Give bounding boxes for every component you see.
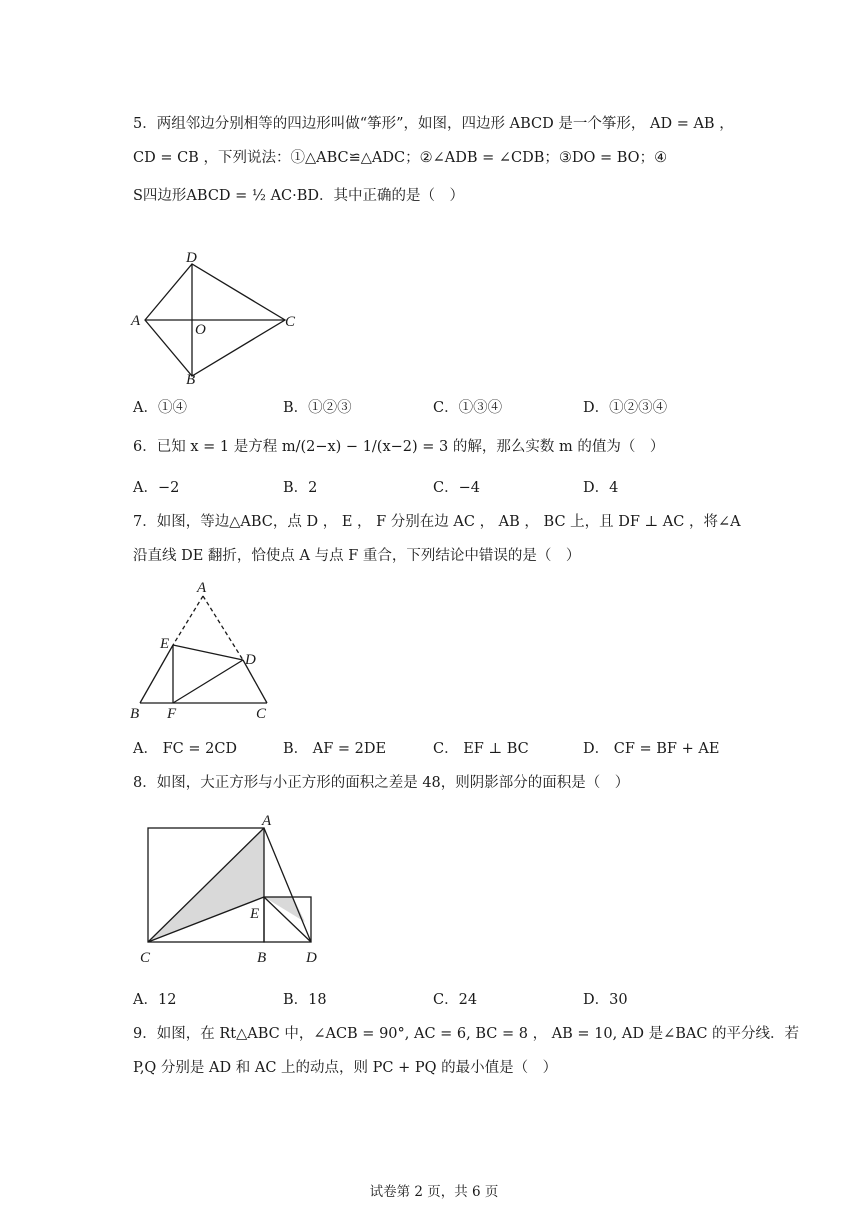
q8-squares-figure xyxy=(130,810,330,970)
q8-label-e: E xyxy=(250,906,260,922)
q8-label-b: B xyxy=(257,950,267,966)
q7-label-d: D xyxy=(245,652,256,668)
q7-text-line2: 沿直线 DE 翻折，恰使点 A 与点 F 重合，下列结论中错误的是（ ） xyxy=(133,548,581,564)
q6-option-d[interactable]: D．4 xyxy=(583,480,619,496)
q7-text-line1: 7．如图，等边△ABC，点 D ， E ， F 分别在边 AC ， AB ， BC 上，且 DF ⊥ AC ，将∠A xyxy=(133,514,741,530)
q7-triangle-figure xyxy=(125,578,285,723)
q5-kite-figure xyxy=(125,250,305,390)
q7-label-f: F xyxy=(167,706,177,722)
q5-text-line1: 5．两组邻边分别相等的四边形叫做“筝形”，如图，四边形 ABCD 是一个筝形， AD = AB ， xyxy=(133,116,734,132)
q5-option-a[interactable]: A．①④ xyxy=(133,400,187,416)
q7-label-b: B xyxy=(130,706,140,722)
q7-option-a[interactable]: A． FC = 2CD xyxy=(133,741,238,757)
q5-label-a: A xyxy=(131,313,141,329)
q9-text-line1: 9．如图，在 Rt△ABC 中，∠ACB = 90°, AC = 6, BC = 8 ， AB = 10, AD 是∠BAC 的平分线．若 xyxy=(133,1026,800,1042)
q5-text-line3: S四边形ABCD = ½ AC·BD．其中正确的是（ ） xyxy=(133,188,465,204)
q5-text-line2: CD = CB ，下列说法：①△ABC≌△ADC；②∠ADB = ∠CDB；③DO = BO；④ xyxy=(133,150,668,166)
q8-option-b[interactable]: B．18 xyxy=(283,992,327,1008)
page-footer: 试卷第 2 页，共 6 页 xyxy=(369,1184,499,1200)
q7-option-d[interactable]: D． CF = BF + AE xyxy=(583,741,720,757)
q5-label-c: C xyxy=(285,314,296,330)
q5-option-c[interactable]: C．①③④ xyxy=(433,400,503,416)
q6-option-a[interactable]: A．−2 xyxy=(133,480,180,496)
q8-label-c: C xyxy=(140,950,151,966)
q6-text-line1: 6．已知 x = 1 是方程 m/(2−x) − 1/(x−2) = 3 的解，那么实数 m 的值为（ ） xyxy=(133,439,665,455)
q5-label-o: O xyxy=(195,322,206,338)
q8-option-d[interactable]: D．30 xyxy=(583,992,628,1008)
q7-option-b[interactable]: B． AF = 2DE xyxy=(283,741,387,757)
q8-text-line1: 8．如图，大正方形与小正方形的面积之差是 48，则阴影部分的面积是（ ） xyxy=(133,775,630,791)
q7-label-c: C xyxy=(256,706,267,722)
q6-option-c[interactable]: C．−4 xyxy=(433,480,480,496)
q5-label-b: B xyxy=(186,372,196,388)
q8-option-c[interactable]: C．24 xyxy=(433,992,478,1008)
q5-label-d: D xyxy=(186,250,197,266)
q8-option-a[interactable]: A．12 xyxy=(133,992,177,1008)
q5-option-d[interactable]: D．①②③④ xyxy=(583,400,668,416)
q7-option-c[interactable]: C． EF ⊥ BC xyxy=(433,741,529,757)
q7-label-e: E xyxy=(160,636,170,652)
q5-option-b[interactable]: B．①②③ xyxy=(283,400,352,416)
q7-label-a: A xyxy=(197,580,207,596)
q8-label-a: A xyxy=(262,813,272,829)
q6-option-b[interactable]: B．2 xyxy=(283,480,318,496)
q8-label-d: D xyxy=(306,950,317,966)
q9-text-line2: P,Q 分别是 AD 和 AC 上的动点，则 PC + PQ 的最小值是（ ） xyxy=(133,1060,558,1076)
